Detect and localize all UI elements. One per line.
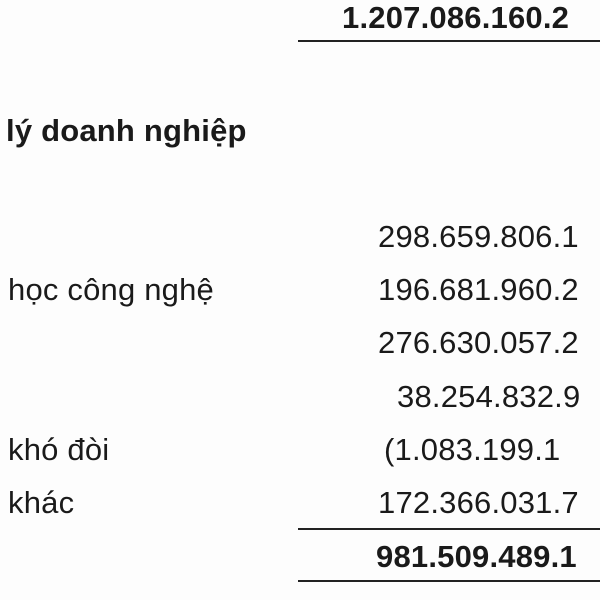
row-value: 276.630.057.2 <box>378 325 579 360</box>
bottom-total-value: 981.509.489.1 <box>376 539 577 574</box>
row-label: khác <box>8 485 75 520</box>
row-value: 298.659.806.1 <box>378 219 579 254</box>
row-label: học công nghệ <box>8 272 214 307</box>
row-value: 196.681.960.2 <box>378 272 579 307</box>
row-value: 172.366.031.7 <box>378 485 579 520</box>
row-value: 38.254.832.9 <box>397 379 581 414</box>
row-value: (1.083.199.1 <box>384 432 561 467</box>
row-label: khó đòi <box>8 432 110 467</box>
total-underline <box>298 580 600 582</box>
section-heading: lý doanh nghiệp <box>6 113 247 148</box>
top-total-value: 1.207.086.160.2 <box>342 0 570 35</box>
total-underline <box>298 40 600 42</box>
subtotal-rule <box>298 528 600 530</box>
